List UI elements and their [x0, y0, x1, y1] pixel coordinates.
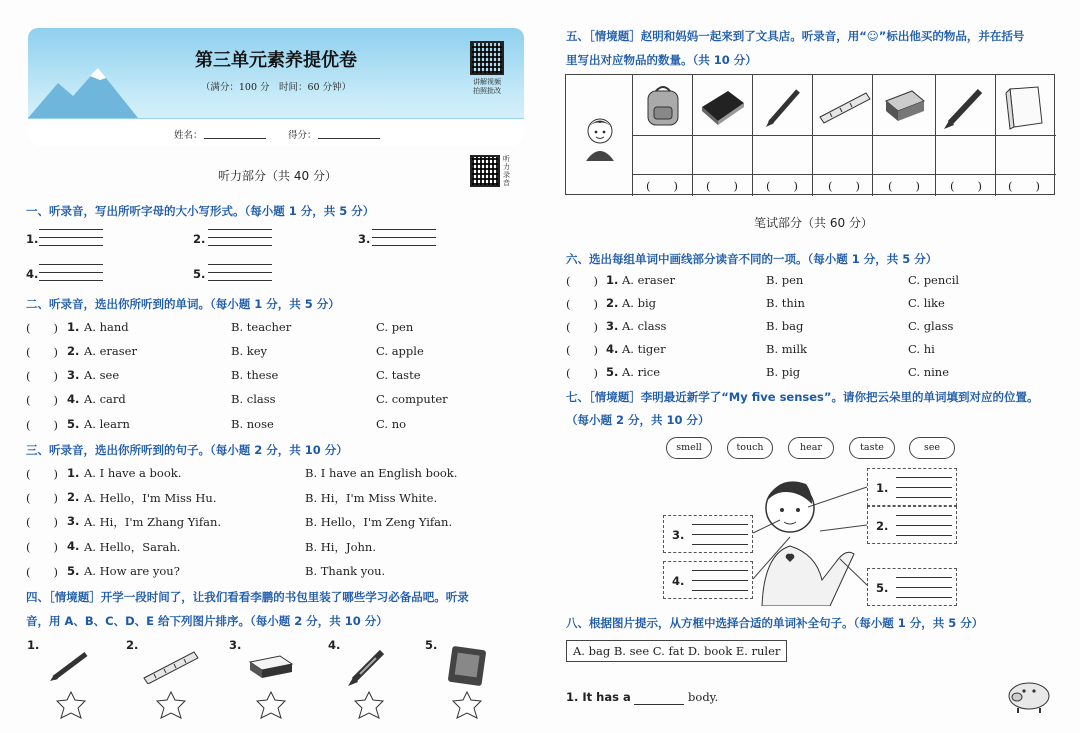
connector-lines [750, 475, 870, 595]
pencil-icon [48, 648, 92, 682]
q1-num-5: 5. [193, 267, 206, 281]
answer-star-3[interactable] [254, 690, 288, 720]
left-page: 第三单元素养提优卷 （满分：100 分 时间：60 分钟） 讲解视频 拍照批改 姓名： 得分： 听力部分（共 40 分） 听力录音 一、听录音，写出所听字母的大小写形式。（每小题 1 分，共 5 分） 1. 2. 3. 4. 5. 二、听录音，选出你所听到的单词。（每小题 1 分，共 5 分） ( ) 1. A. hand B. teacher C. pen ( ) 2. A. eraser B. key C. apple ( ) 3. A. see B. these C. taste ( ) 4. A. card B. class C. computer ( ) 5. A. learn B. nose C. no 三、听录音，选出你所听到的句子。（每小题 2 分，共 10 分） ( ) 1. A. I have a book. B. I have an English book. ( ) 2. A. Hello，I'm Miss Hu. B. Hi，I'm Miss White. ( ) 3. A. Hi，I'm Zhang Yifan. B. Hello，I'm Zeng Yifan. ( ) 4. A. Hello，Sarah. B. Hi，John. ( ) 5. A. How are you? B. Thank you. 四、［情境题］开学一段时间了，让我们看看李鹏的书包里装了哪些学习必备品吧。听录 音，用 A、B、C、D、E 给下列图片排序。（每小题 2 分，共 10 分） 1. 2. 3. 4. 5. [0, 0, 540, 733]
pencil-icon [762, 83, 806, 129]
listening-qr-caption: 听力录音 [503, 155, 510, 187]
score-field[interactable] [318, 138, 380, 139]
score-label: 得分： [288, 130, 317, 141]
q8-title: 八、根据图片提示，从方框中选择合适的单词补全句子。（每小题 1 分，共 5 分） [566, 616, 984, 630]
q1-answer-5[interactable] [208, 257, 272, 281]
q1-answer-3[interactable] [372, 222, 436, 246]
q8-blank-1[interactable] [634, 690, 684, 705]
q7-answer-1[interactable]: 1. [867, 468, 957, 506]
q4-num-3: 3. [229, 638, 242, 652]
q1-num-2: 2. [193, 232, 206, 246]
q4-title-line2: 音，用 A、B、C、D、E 给下列图片排序。（每小题 2 分，共 10 分） [26, 614, 388, 628]
paper-icon [1002, 83, 1048, 131]
eraser-icon [882, 87, 930, 127]
ruler-icon [818, 87, 872, 127]
q7-title-line1: 七、［情境题］李明最近新学了“My five senses”。请你把云朵里的单词填到对应的位置。 [566, 390, 1039, 404]
q5-paren-3[interactable]: ( ) [766, 179, 798, 193]
q7-answer-5[interactable]: 5. [867, 568, 957, 606]
answer-star-4[interactable] [352, 690, 386, 720]
listening-qr-icon[interactable] [470, 155, 500, 187]
q7-answer-2[interactable]: 2. [867, 506, 957, 544]
name-field[interactable] [204, 138, 266, 139]
q7-answer-4[interactable]: 4. [663, 561, 753, 599]
answer-star-2[interactable] [154, 690, 188, 720]
q8-sentence-1: 1. It has a body. [566, 690, 719, 704]
pig-mascot-icon [1004, 678, 1054, 714]
ruler-icon [142, 648, 200, 684]
q1-answer-1[interactable] [39, 222, 103, 246]
exam-title: 第三单元素养提优卷 [195, 50, 357, 71]
eraser-icon [246, 652, 296, 680]
name-label: 姓名： [174, 130, 203, 141]
backpack-icon [642, 83, 684, 129]
stationery-table [565, 74, 1055, 195]
q3-title: 三、听录音，选出你所听到的句子。（每小题 2 分，共 10 分） [26, 443, 348, 457]
q7-title-line2: （每小题 2 分，共 10 分） [566, 413, 710, 427]
cloud-word-hear: hear [788, 437, 834, 459]
q5-title-line1: 五、［情境题］赵明和妈妈一起来到了文具店。听录音，用“☺”标出他买的物品，并在括号 [566, 29, 1025, 43]
answer-star-1[interactable] [54, 690, 88, 720]
answer-star-5[interactable] [450, 690, 484, 720]
name-score-bar [28, 118, 524, 146]
q1-num-3: 3. [358, 232, 371, 246]
q5-paren-6[interactable]: ( ) [950, 179, 982, 193]
q5-paren-4[interactable]: ( ) [828, 179, 860, 193]
writing-title: 笔试部分（共 60 分） [754, 216, 873, 230]
q1-answer-2[interactable] [208, 222, 272, 246]
cloud-word-smell: smell [666, 437, 712, 459]
q4-num-2: 2. [126, 638, 139, 652]
q5-paren-2[interactable]: ( ) [706, 179, 738, 193]
cloud-word-touch: touch [727, 437, 773, 459]
pen-icon [346, 644, 390, 686]
q4-num-1: 1. [27, 638, 40, 652]
q5-paren-1[interactable]: ( ) [646, 179, 678, 193]
q4-num-4: 4. [328, 638, 341, 652]
q4-num-5: 5. [425, 638, 438, 652]
book-icon [698, 85, 748, 129]
cloud-word-see: see [909, 437, 955, 459]
q7-answer-3[interactable]: 3. [663, 515, 753, 553]
q1-num-1: 1. [26, 232, 39, 246]
q2-title: 二、听录音，选出你所听到的单词。（每小题 1 分，共 5 分） [26, 297, 340, 311]
q1-num-4: 4. [26, 267, 39, 281]
fountain-pen-icon [942, 83, 988, 129]
q6-title: 六、选出每组单词中画线部分读音不同的一项。（每小题 1 分，共 5 分） [566, 252, 938, 266]
exam-subtitle: （满分：100 分 时间：60 分钟） [200, 82, 352, 93]
q4-title-line1: 四、［情境题］开学一段时间了，让我们看看李鹏的书包里装了哪些学习必备品吧。听录 [26, 590, 469, 604]
cloud-word-taste: taste [849, 437, 895, 459]
exam-header [28, 28, 524, 146]
q5-title-line2: 里写出对应物品的数量。（共 10 分） [566, 53, 757, 67]
q1-title: 一、听录音，写出所听字母的大小写形式。（每小题 1 分，共 5 分） [26, 204, 375, 218]
qr-code-icon[interactable] [470, 41, 504, 75]
q1-answer-4[interactable] [39, 257, 103, 281]
qr-caption: 讲解视频 拍照批改 [473, 78, 501, 95]
boy-avatar-icon [580, 113, 620, 163]
q8-word-box: A. bag B. see C. fat D. book E. ruler [566, 640, 787, 662]
q5-paren-5[interactable]: ( ) [888, 179, 920, 193]
listening-title: 听力部分（共 40 分） [218, 169, 337, 183]
q5-paren-7[interactable]: ( ) [1008, 179, 1040, 193]
book-icon [444, 644, 490, 688]
